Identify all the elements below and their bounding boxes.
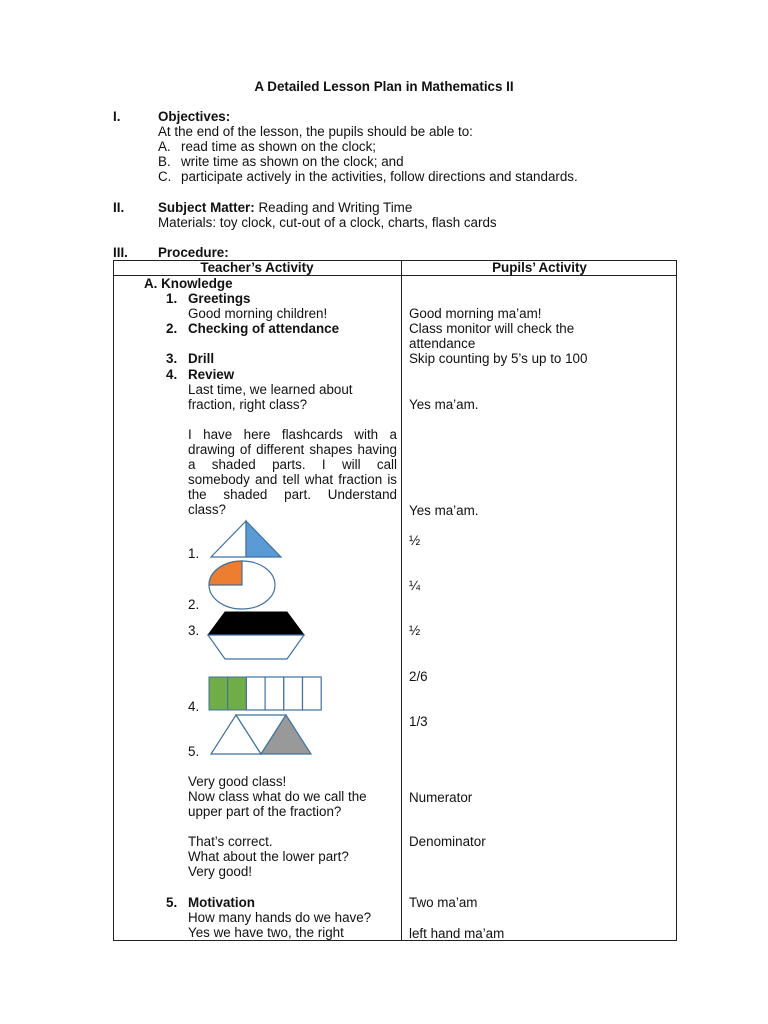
attendance-pupil-line2: attendance bbox=[409, 336, 476, 351]
very-good-class: Very good class! bbox=[188, 774, 287, 789]
flashcard-2-circle bbox=[207, 559, 277, 611]
flashcard-1-triangle bbox=[210, 520, 282, 558]
drill-heading: Drill bbox=[188, 351, 215, 366]
objective-letter-c: C. bbox=[158, 169, 172, 184]
motivation-question1: How many hands do we have? bbox=[188, 910, 372, 925]
knowledge-heading: A. Knowledge bbox=[144, 276, 233, 291]
very-good: Very good! bbox=[188, 864, 253, 879]
question-lower: What about the lower part? bbox=[188, 849, 349, 864]
flashcard-5-answer: 1/3 bbox=[409, 714, 428, 729]
motivation-question2: Yes we have two, the right bbox=[188, 925, 344, 940]
flashcard-1-answer: ½ bbox=[409, 533, 421, 548]
subject-heading: Subject Matter: bbox=[158, 200, 255, 215]
answer-numerator: Numerator bbox=[409, 790, 473, 805]
objective-text-a: read time as shown on the clock; bbox=[181, 139, 377, 154]
attendance-heading: Checking of attendance bbox=[188, 321, 340, 336]
objective-letter-a: A. bbox=[158, 139, 171, 154]
motivation-number: 5. bbox=[166, 895, 178, 910]
flashcard-3-hexagon bbox=[207, 611, 305, 661]
teacher-activity-header: Teacher’s Activity bbox=[200, 260, 314, 275]
flashcard-5-label: 5. bbox=[188, 744, 200, 759]
motivation-heading: Motivation bbox=[188, 895, 255, 910]
answer-denominator: Denominator bbox=[409, 834, 486, 849]
flashcard-3-answer: ½ bbox=[409, 623, 421, 638]
procedure-numeral: III. bbox=[113, 245, 128, 260]
drill-pupil: Skip counting by 5’s up to 100 bbox=[409, 351, 588, 366]
question-upper-line2: upper part of the fraction? bbox=[188, 804, 342, 819]
thats-correct: That’s correct. bbox=[188, 834, 273, 849]
objective-text-c: participate actively in the activities, follow directions and standards. bbox=[181, 169, 578, 184]
flashcard-4-label: 4. bbox=[188, 699, 200, 714]
question-upper-line1: Now class what do we call the bbox=[188, 789, 367, 804]
review-pupil-yes2: Yes ma’am. bbox=[409, 503, 479, 518]
greetings-teacher: Good morning children! bbox=[188, 306, 328, 321]
review-heading: Review bbox=[188, 367, 235, 382]
subject-materials: Materials: toy clock, cut-out of a clock, charts, flash cards bbox=[158, 215, 497, 230]
flashcard-4-answer: 2/6 bbox=[409, 669, 428, 684]
review-paragraph: I have here flashcards with a drawing of different shapes having a shaded parts. I will call somebody and tell what fraction is the shaded part. Understand class? bbox=[188, 427, 397, 517]
pupils-activity-header: Pupils’ Activity bbox=[492, 260, 587, 275]
attendance-pupil-line1: Class monitor will check the bbox=[409, 321, 575, 336]
objectives-numeral: I. bbox=[113, 109, 121, 124]
objectives-heading: Objectives: bbox=[158, 109, 231, 124]
flashcard-4-rectangle bbox=[208, 676, 324, 711]
procedure-heading: Procedure: bbox=[158, 245, 229, 260]
objective-letter-b: B. bbox=[158, 154, 171, 169]
flashcard-5-triangles bbox=[210, 714, 312, 756]
greetings-heading: Greetings bbox=[188, 291, 251, 306]
subject-numeral: II. bbox=[113, 200, 125, 215]
motivation-answer2: left hand ma’am bbox=[409, 926, 505, 941]
flashcard-2-label: 2. bbox=[188, 597, 200, 612]
objective-text-b: write time as shown on the clock; and bbox=[181, 154, 404, 169]
review-pupil-yes1: Yes ma’am. bbox=[409, 397, 479, 412]
greetings-pupil: Good morning ma’am! bbox=[409, 306, 542, 321]
flashcard-2-answer: ¼ bbox=[409, 578, 421, 593]
document-title: A Detailed Lesson Plan in Mathematics II bbox=[254, 79, 514, 94]
objectives-intro: At the end of the lesson, the pupils should be able to: bbox=[158, 124, 473, 139]
flashcard-1-label: 1. bbox=[188, 546, 200, 561]
motivation-answer1: Two ma’am bbox=[409, 895, 478, 910]
table-column-divider bbox=[401, 260, 402, 941]
review-number: 4. bbox=[166, 367, 178, 382]
attendance-number: 2. bbox=[166, 321, 178, 336]
review-line1: Last time, we learned about bbox=[188, 382, 353, 397]
drill-number: 3. bbox=[166, 351, 178, 366]
review-line2: fraction, right class? bbox=[188, 397, 308, 412]
greetings-number: 1. bbox=[166, 291, 178, 306]
flashcard-3-label: 3. bbox=[188, 623, 200, 638]
subject-topic: Reading and Writing Time bbox=[254, 200, 413, 215]
subject-line bbox=[158, 200, 412, 215]
